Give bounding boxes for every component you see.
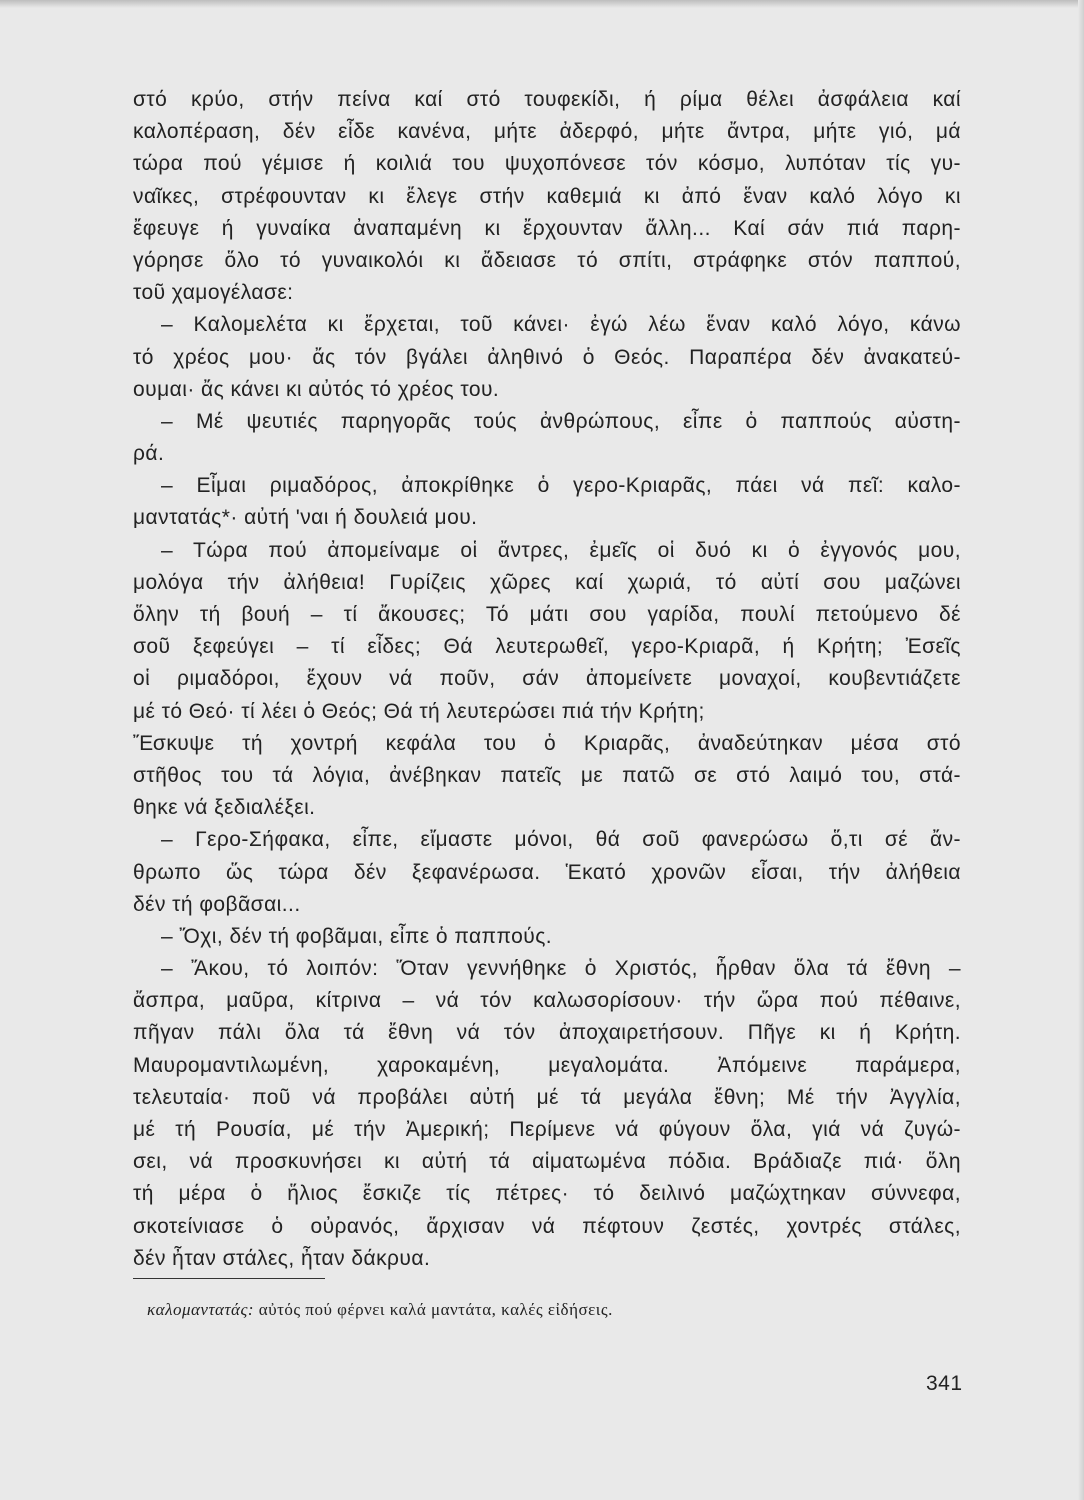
text-line: – Ἄκου, τό λοιπόν: Ὅταν γεννήθηκε ὁ Χριστός, ἦρθαν ὅλα τά ἔθνη – xyxy=(161,957,961,981)
text-line: τώρα πού γέμισε ή κοιλιά του ψυχοπόνεσε τόν κόσμο, λυπόταν τίς γυ- xyxy=(133,152,961,176)
text-line: τοῦ χαμογέλασε: xyxy=(133,281,294,305)
text-line: – Γερο-Σήφακα, εἶπε, εἴμαστε μόνοι, θά σοῦ φανερώσω ὅ,τι σέ ἄν- xyxy=(161,828,961,852)
text-line: στό κρύο, στήν πείνα καί στό τουφεκίδι, ή ρίμα θέλει ἀσφάλεια καί xyxy=(133,88,961,111)
text-line: – Εἶμαι ριμαδόρος, ἀποκρίθηκε ὁ γερο-Κριαρᾶς, πάει νά πεῖ: καλο- xyxy=(161,474,961,498)
footnote xyxy=(147,1300,613,1320)
body-text xyxy=(133,84,961,1275)
text-line: μέ τή Ρουσία, μέ τήν Ἀμερική; Περίμενε νά φύγουν ὅλα, γιά νά ζυγώ- xyxy=(133,1118,961,1141)
text-line: ναῖκες, στρέφουνταν κι ἔλεγε στήν καθεμιά κι ἀπό ἕναν καλό λόγο κι xyxy=(133,184,961,208)
text-line: ὅλην τή βουή – τί ἄκουσες; Τό μάτι σου γαρίδα, πουλί πετούμενο δέ xyxy=(133,603,961,626)
text-line: μολόγα τήν ἀλήθεια! Γυρίζεις χῶρες καί χωριά, τό αὐτί σου μαζώνει xyxy=(133,570,961,594)
text-line: Ἔσκυψε τή χοντρή κεφάλα του ὁ Κριαρᾶς, ἀναδεύτηκαν μέσα στό xyxy=(133,731,961,755)
text-line: σοῦ ξεφεύγει – τί εἶδες; Θά λευτερωθεῖ, γερο-Κριαρᾶ, ή Κρήτη; Ἐσεῖς xyxy=(133,635,961,659)
text-line: οἱ ριμαδόροι, ἔχουν νά ποῦν, σάν ἀπομείνετε μοναχοί, κουβεντιάζετε xyxy=(133,667,961,691)
text-line: γόρησε ὅλο τό γυναικολόι κι ἄδειασε τό σπίτι, στράφηκε στόν παππού, xyxy=(133,248,961,272)
text-line: μαντατάς*· αὐτή 'ναι ή δουλειά μου. xyxy=(133,506,478,530)
text-line: δέν ἦταν στάλες, ἦταν δάκρυα. xyxy=(133,1246,431,1270)
text-line: στῆθος του τά λόγια, ἀνέβηκαν πατεῖς με πατῶ σε στό λαιμό του, στά- xyxy=(133,763,961,787)
page-number: 341 xyxy=(926,1372,963,1395)
footnote-divider xyxy=(133,1278,325,1279)
text-line: – Καλομελέτα κι ἔρχεται, τοῦ κάνει· ἐγώ λέω ἕναν καλό λόγο, κάνω xyxy=(161,313,961,337)
text-line: ρά. xyxy=(133,442,165,466)
page-right-edge xyxy=(1078,0,1084,1500)
text-line: – Ὄχι, δέν τή φοβᾶμαι, εἶπε ὁ παππούς. xyxy=(161,924,553,948)
text-line: θηκε νά ξεδιαλέξει. xyxy=(133,796,316,820)
text-line: μέ τό Θεό· τί λέει ὁ Θεός; Θά τή λευτερώσει πιά τήν Κρήτη; xyxy=(133,699,705,723)
text-line: θρωπο ὥς τώρα δέν ξεφανέρωσα. Ἑκατό χρονῶν εἶσαι, τήν ἀλήθεια xyxy=(133,860,961,884)
footnote-definition: αὐτός πού φέρνει καλά μαντάτα, καλές εἰδήσεις. xyxy=(254,1300,613,1319)
text-line: σει, νά προσκυνήσει κι αὐτή τά αἱματωμένα πόδια. Βράδιαζε πιά· ὅλη xyxy=(133,1150,961,1174)
text-line: ἄσπρα, μαῦρα, κίτρινα – νά τόν καλωσορίσουν· τήν ὥρα πού πέθαινε, xyxy=(133,989,961,1013)
text-line: ουμαι· ἄς κάνει κι αὐτός τό χρέος του. xyxy=(133,377,500,401)
text-line: σκοτείνιασε ὁ οὐρανός, ἄρχισαν νά πέφτουν ζεστές, χοντρές στάλες, xyxy=(133,1214,961,1238)
text-line: καλοπέραση, δέν εἶδε κανένα, μήτε ἀδερφό, μήτε ἄντρα, μήτε γιό, μά xyxy=(133,120,961,144)
text-line: – Τώρα πού ἀπομείναμε οἱ ἄντρες, ἐμεῖς οἱ δυό κι ὁ ἐγγονός μου, xyxy=(161,538,961,562)
text-line: ἔφευγε ή γυναίκα ἀναπαμένη κι ἔρχουνταν ἄλλη... Καί σάν πιά παρη- xyxy=(133,216,961,240)
text-line: τελευταία· ποῦ νά προβάλει αὐτή μέ τά μεγάλα ἔθνη; Μέ τήν Ἀγγλία, xyxy=(133,1085,961,1109)
text-line: πῆγαν πάλι ὅλα τά ἔθνη νά τόν ἀποχαιρετήσουν. Πῆγε κι ή Κρήτη. xyxy=(133,1021,961,1045)
text-line: τή μέρα ὁ ἥλιος ἔσκιζε τίς πέτρες· τό δειλινό μαζώχτηκαν σύννεφα, xyxy=(133,1182,961,1206)
text-line: δέν τή φοβᾶσαι... xyxy=(133,892,301,916)
text-line: – Μέ ψευτιές παρηγορᾶς τούς ἀνθρώπους, εἶπε ὁ παππούς αὐστη- xyxy=(161,409,961,433)
page-top-edge xyxy=(0,0,1084,8)
text-line: τό χρέος μου· ἄς τόν βγάλει ἀληθινό ὁ Θεός. Παραπέρα δέν ἀνακατεύ- xyxy=(133,345,961,369)
footnote-term: καλομαντατάς: xyxy=(147,1300,255,1319)
text-line: Μαυρομαντιλωμένη, χαροκαμένη, μεγαλομάτα. Ἀπόμεινε παράμερα, xyxy=(133,1053,961,1077)
